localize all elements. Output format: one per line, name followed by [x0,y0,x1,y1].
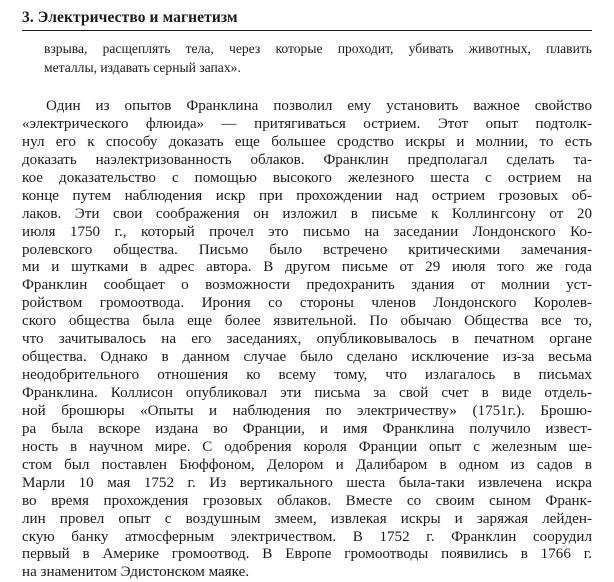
text-line: неодобрительного отношения ко всему тому, что излагалось в письмах [22,367,592,384]
text-line: доказать наэлектризованность облаков. Франклин предполагал сделать та- [22,151,592,168]
text-line: на знаменитом Эдистонском маяке. [22,564,250,581]
text-line: во время прохождения грозовых облаков. Вместе со своим сыном Франк- [22,492,592,509]
text-line: конце путем наблюдения искр при прохождении над острием грозовых об- [22,187,592,204]
text-line: Один из опытов Франклина позволил ему установить важное свойство [46,98,592,114]
text-line: Франклин сообщает о возможности предохранить здания от молнии уст- [22,277,592,294]
text-line: лин провел опыт с воздушным змеем, извлекая искры и заряжая лейден- [22,510,592,527]
text-line: нул его к способу доказать еще большее сродство искры и молнии, то есть [22,133,592,150]
text-line: ность в научном мире. С одобрения короля Франции опыт с железным ше- [22,438,592,455]
text-line: стом был поставлен Бюффоном, Делором и Далибаром в одном из садов в [22,456,592,473]
text-line: ролевского общества. Письмо было встречено критическими замечания- [22,241,592,258]
text-line: что зачитывалось на его заседаниях, опубликовывалось в печатном органе [22,331,592,348]
text-line: Франклина. Коллисон опубликовал эти письма за свой счет в виде отдель- [22,385,592,401]
text-line: ройством громоотвода. Ирония со стороны членов Лондонского Королев- [22,295,592,312]
text-line: взрыва, расщеплять тела, через которые проходит, убивать животных, плавить [44,41,592,56]
text-line: ра была вскоре издана во Франции, и имя Франклина получило извест- [22,420,592,437]
text-line: кое доказательство с помощью высокого железного шеста с острием на [22,169,592,186]
text-line: ми и шутками в адрес автора. В другом письме от 29 июля того же года [22,259,592,276]
text-line: лаков. Эти свои соображения он изложил в письме к Коллингсону от 20 [22,205,592,222]
text-line: ной брошюры «Опыты и наблюдения по электричеству» (1751г.). Брошю- [22,402,592,419]
text-line: металлы, издавать серный запах». [44,59,241,75]
text-line: Марли 10 мая 1752 г. Из вертикального шеста была-таки извлечена искра [22,474,592,491]
text-line: скую банку атмосферным электричеством. В 1752 г. Франклин соорудил [22,528,592,545]
text-line: общества. Однако в данном случае было сделано исключение из-за весьма [22,349,592,366]
text-line: ского общества была еще более язвительной. По обычаю Общества все то, [22,313,592,330]
text-line: «электрического флюида» — притягиваться острием. Этот опыт подтолк- [22,115,592,132]
running-header: 3. Электричество и магнетизм [22,9,238,26]
quote-continuation [22,40,592,77]
text-line: первый в Америке громоотвод. В Европе громоотводы появились в 1766 г. [22,546,592,563]
header-rule [22,30,592,31]
body-paragraph [22,98,592,582]
text-line: июля 1750 г., который прочел это письмо на заседании Лондонского Ко- [22,223,592,240]
